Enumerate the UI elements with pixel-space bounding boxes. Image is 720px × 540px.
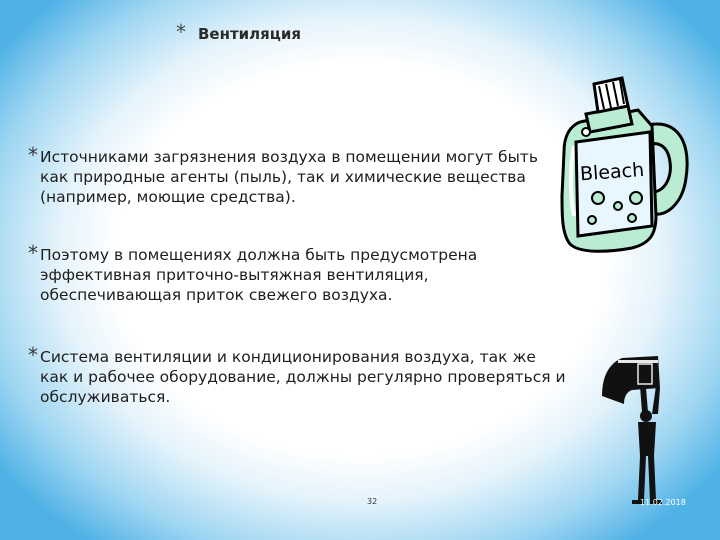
bleach-bottle-icon xyxy=(556,66,692,266)
bullet-marker: * xyxy=(28,343,38,367)
bullet-item xyxy=(28,143,568,207)
bullet-marker: * xyxy=(28,241,38,265)
slide-title: Вентиляция xyxy=(198,25,302,43)
bullet-marker: * xyxy=(28,143,38,167)
footer-date: 11.02.2018 xyxy=(640,498,686,507)
bullet-text: Источниками загрязнения воздуха в помещении могут быть как природные агенты (пыль), так и химические вещества (например, моющие средства). xyxy=(40,148,538,206)
title-row xyxy=(176,22,301,43)
title-bullet-marker: * xyxy=(176,20,186,44)
bullet-item xyxy=(28,241,568,305)
bleach-label: Bleach xyxy=(579,158,645,186)
bullet-text: Система вентиляции и кондиционирования воздуха, так же как и рабочее оборудование, должны регулярно проверяться и обслуживаться. xyxy=(40,348,566,406)
bullet-text: Поэтому в помещениях должна быть предусмотрена эффективная приточно-вытяжная вентиляция, обеспечивающая приток свежего воздуха. xyxy=(40,246,478,304)
bullet-item xyxy=(28,343,568,407)
worker-holding-duct-icon xyxy=(598,352,668,508)
page-number: 32 xyxy=(367,497,378,506)
